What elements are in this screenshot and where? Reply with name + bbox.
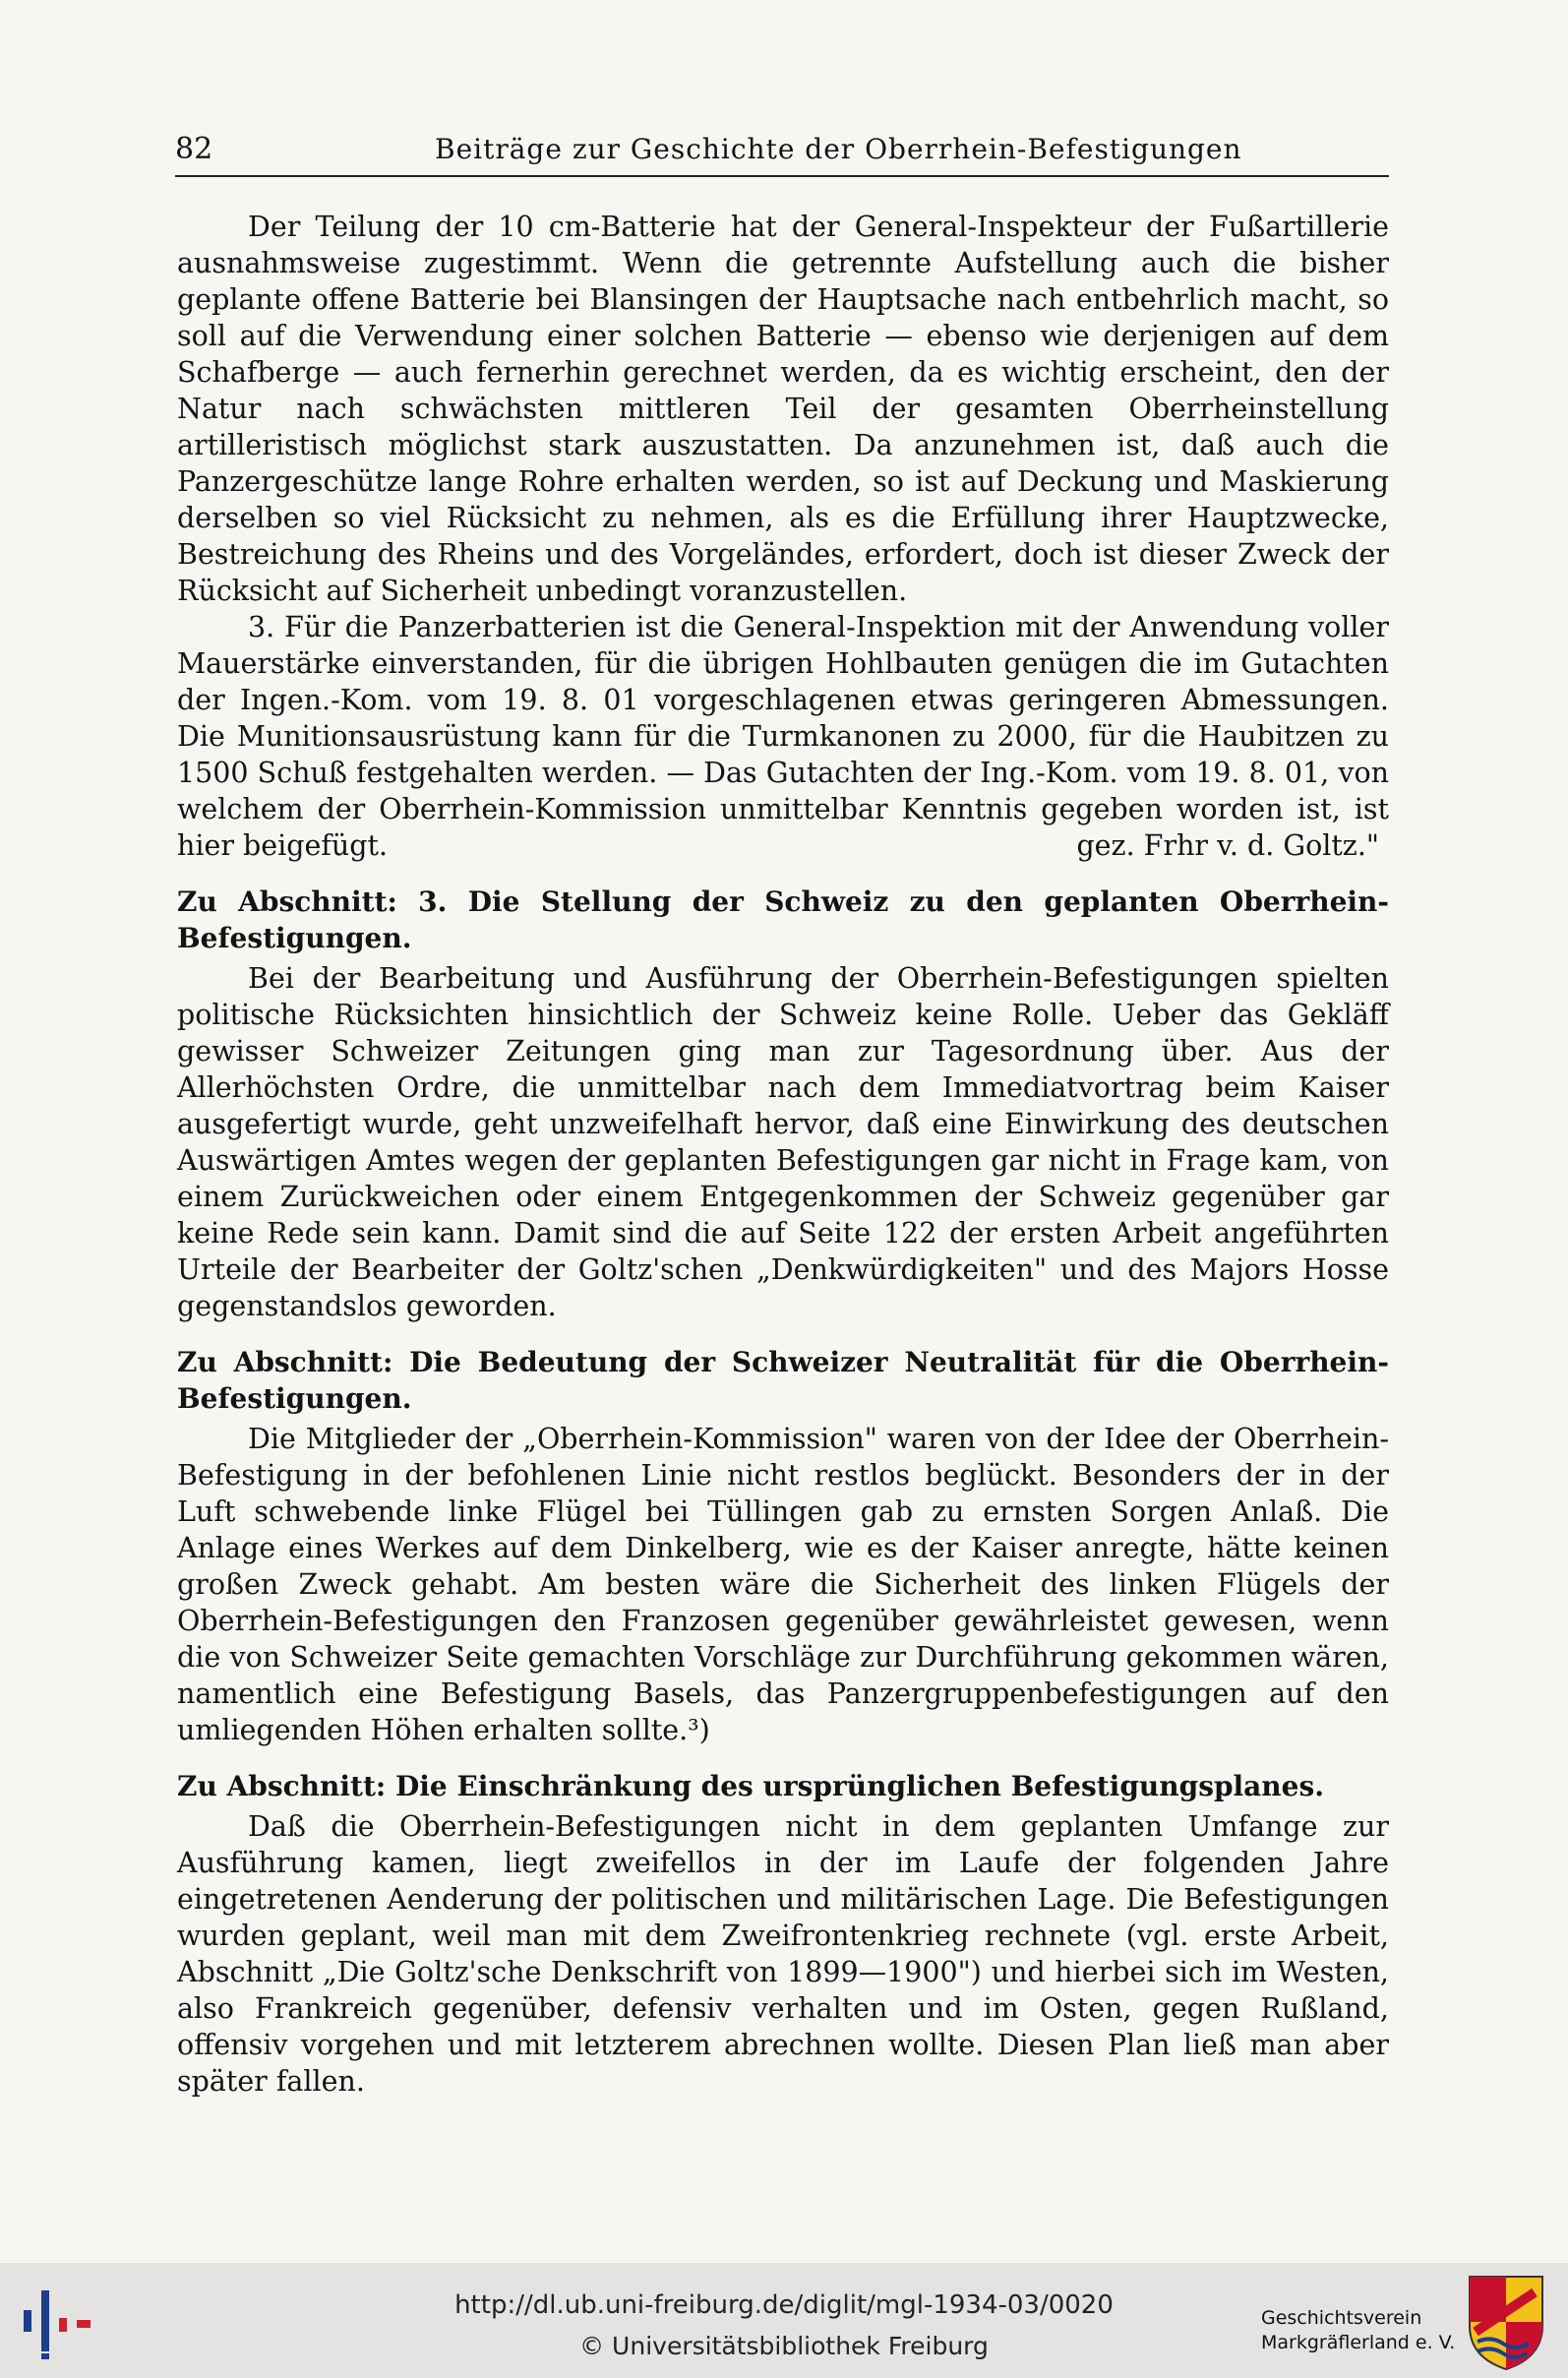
section-paragraph: Bei der Bearbeitung und Ausführung der Oberrhein-Befestigungen spielten politische Rücksichten hinsichtlich der Schweiz keine Rolle. Ueber das Gekläff gewisser Schweizer Zeitungen ging man zur Tagesordnung über. Aus der Allerhöchsten Ordre, die unmittelbar nach dem Immediatvortrag beim Kaiser ausgefertigt wurde, geht unzweifelhaft hervor, daß eine Einwirkung des deutschen Auswärtigen Amtes wegen der geplanten Befestigungen gar nicht in Frage kam, von einem Zurückweichen oder einem Entgegenkommen der Schweiz gegenüber gar keine Rede sein kann. Damit sind die auf Seite 122 der ersten Arbeit angeführten Urteile der Bearbeiter der Goltz'schen „Denkwürdigkeiten" und des Majors Hosse gegenstandslos geworden. <box>177 962 1389 1322</box>
body-paragraph: 3. Für die Panzerbatterien ist die General-Inspektion mit der Anwendung voller Mauerstärke einverstanden, für die übrigen Hohlbauten genügen die im Gutachten der Ingen.-Kom. vom 19. 8. 01 vorgeschlagenen etwas geringeren Abmessungen. Die Munitionsausrüstung kann für die Turmkanonen zu 2000, für die Haubitzen zu 1500 Schuß festgehalten werden. — Das Gutachten der Ing.-Kom. vom 19. 8. 01, von welchem der Oberrhein-Kommission unmittelbar Kenntnis gegeben worden ist, ist hier beigefügt. <box>177 611 1389 862</box>
page-header <box>175 130 1389 177</box>
permalink-url[interactable]: http://dl.ub.uni-freiburg.de/diglit/mgl-1934-03/0020 <box>454 2290 1114 2320</box>
society-line-2: Markgräflerland e. V. <box>1261 2332 1456 2353</box>
page-body <box>177 209 1389 2100</box>
section-heading: Zu Abschnitt: 3. Die Stellung der Schweiz zu den geplanten Oberrhein-Befestigungen. <box>177 885 1389 954</box>
page-number: 82 <box>175 132 213 166</box>
body-paragraph: Der Teilung der 10 cm-Batterie hat der General-Inspekteur der Fußartillerie ausnahmsweise zugestimmt. Wenn die getrennte Aufstellung auch die bisher geplante offene Batterie bei Blansingen der Hauptsache nach entbehrlich macht, so soll auf die Verwendung einer solchen Batterie — ebenso wie derjenigen auf dem Schafberge — auch fernerhin gerechnet werden, da es wichtig erscheint, den der Natur nach schwächsten mittleren Teil der gesamten Oberrheinstellung artilleristisch möglichst stark auszustatten. Da anzunehmen ist, daß auch die Panzergeschütze lange Rohre erhalten werden, so ist auf Deckung und Maskierung derselben so viel Rücksicht zu nehmen, als es die Erfüllung ihrer Hauptzwecke, Bestreichung des Rheins und des Vorgeländes, erfordert, doch ist dieser Zweck der Rücksicht auf Sicherheit unbedingt voranzustellen. <box>177 211 1389 607</box>
running-title: Beiträge zur Geschichte der Oberrhein-Befestigungen <box>435 133 1242 165</box>
section-heading: Zu Abschnitt: Die Einschränkung des ursprünglichen Befestigungsplanes. <box>177 1770 1324 1802</box>
society-name <box>1261 2306 1458 2355</box>
section-heading: Zu Abschnitt: Die Bedeutung der Schweizer Neutralität für die Oberrhein-Befestigungen. <box>177 1346 1389 1415</box>
section-paragraph: Daß die Oberrhein-Befestigungen nicht in dem geplanten Umfange zur Ausführung kamen, liegt zweifellos in der im Laufe der folgenden Jahre eingetretenen Aenderung der politischen und militärischen Lage. Die Befestigungen wurden geplant, weil man mit dem Zweifrontenkrieg rechnete (vgl. erste Arbeit, Abschnitt „Die Goltz'sche Denkschrift von 1899—1900") und hierbei sich im Westen, also Frankreich gegenüber, defensiv verhalten und im Osten, gegen Rußland, offensiv vorgehen und mit letzterem abrechnen wollte. Diesen Plan ließ man aber später fallen. <box>177 1810 1389 2098</box>
copyright-notice: © Universitätsbibliothek Freiburg <box>579 2332 989 2360</box>
society-line-1: Geschichtsverein <box>1261 2307 1422 2329</box>
viewer-footer <box>0 2263 1568 2378</box>
signature: gez. Frhr v. d. Goltz." <box>1076 829 1379 862</box>
coat-of-arms-icon <box>1466 2273 1546 2371</box>
section-paragraph: Die Mitglieder der „Oberrhein-Kommission" waren von der Idee der Oberrhein-Befestigung in der befohlenen Linie nicht restlos beglückt. Besonders der in der Luft schwebende linke Flügel bei Tüllingen gab zu ernsten Sorgen Anlaß. Die Anlage eines Werkes auf dem Dinkelberg, wie es der Kaiser anregte, hätte keinen großen Zweck gehabt. Am besten wäre die Sicherheit des linken Flügels der Oberrhein-Befestigungen den Franzosen gegenüber gewährleistet gewesen, wenn die von Schweizer Seite gemachten Vorschläge zur Durchführung gekommen wären, namentlich eine Befestigung Basels, das Panzergruppenbefestigungen auf den umliegenden Höhen erhalten sollte.³) <box>177 1423 1389 1746</box>
